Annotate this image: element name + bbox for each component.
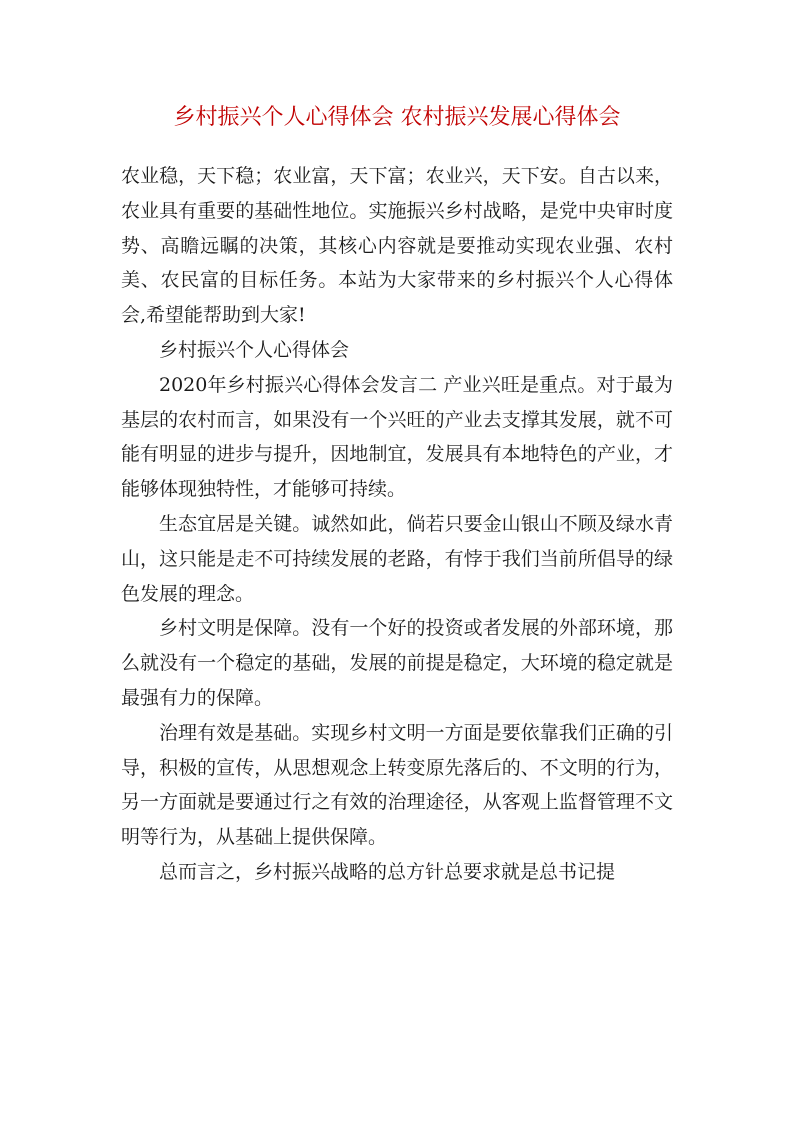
body-paragraph: 乡村文明是保障。没有一个好的投资或者发展的外部环境，那么就没有一个稳定的基础，发展的前提是稳定，大环境的稳定就是最强有力的保障。 [121, 617, 673, 709]
section-heading: 乡村振兴个人心得体会 [159, 338, 350, 361]
document-body [121, 159, 673, 890]
body-paragraph: 生态宜居是关键。诚然如此，倘若只要金山银山不顾及绿水青山，这只能是走不可持续发展的老路，有悖于我们当前所倡导的绿色发展的理念。 [121, 512, 673, 605]
body-paragraph: 治理有效是基础。实现乡村文明一方面是要依靠我们正确的引导，积极的宣传，从思想观念上转变原先落后的、不文明的行为，另一方面就是要通过行之有效的治理途径，从客观上监督管理不文明等行为，从基础上提供保障。 [121, 721, 673, 849]
body-paragraph: 2020年乡村振兴心得体会发言二 产业兴旺是重点。对于最为基层的农村而言，如果没有一个兴旺的产业去支撑其发展，就不可能有明显的进步与提升，因地制宜，发展具有本地特色的产业，才能够体现独特性，才能够可持续。 [121, 373, 673, 501]
document-title: 乡村振兴个人心得体会 农村振兴发展心得体会 [173, 105, 621, 130]
intro-paragraph: 农业稳，天下稳；农业富，天下富；农业兴，天下安。自古以来，农业具有重要的基础性地位。实施振兴乡村战略，是党中央审时度势、高瞻远瞩的决策，其核心内容就是要推动实现农业强、农村美、农民富的目标任务。本站为大家带来的乡村振兴个人心得体会,希望能帮助到大家! [121, 165, 673, 327]
body-paragraph: 总而言之，乡村振兴战略的总方针总要求就是总书记提 [159, 860, 616, 883]
